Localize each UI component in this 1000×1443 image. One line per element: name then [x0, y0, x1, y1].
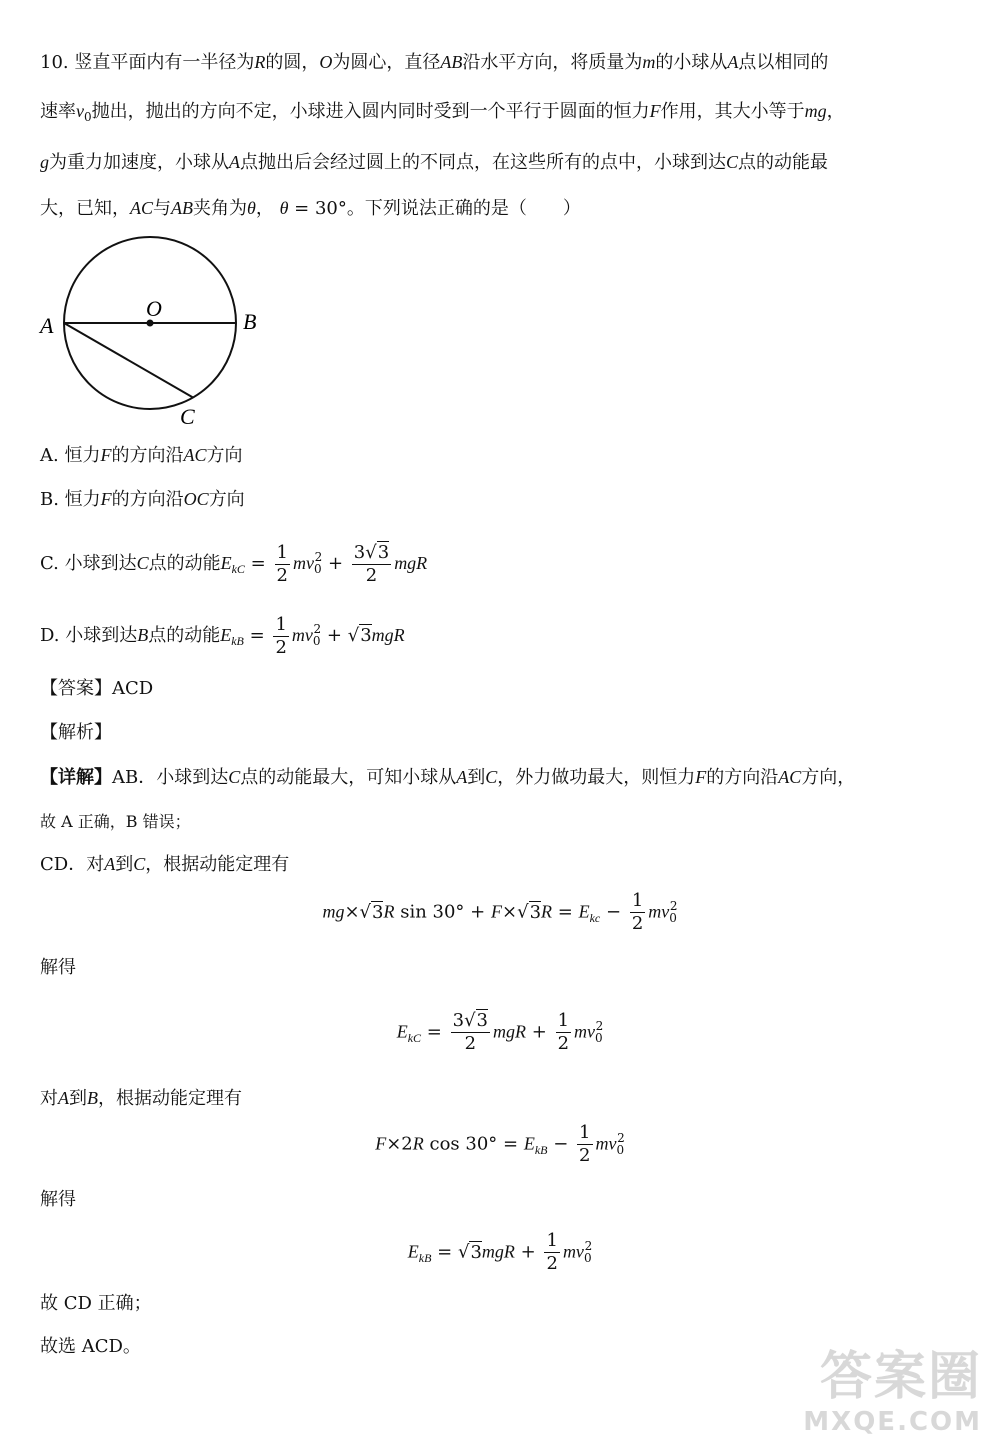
label-C: C — [180, 404, 195, 429]
analysis-label: 【解析】 — [40, 722, 112, 743]
option-A: A. 恒力F的方向沿AC方向 — [40, 445, 243, 466]
fraction-half: $\frac{1}{2}$ — [557, 1010, 570, 1054]
cd-intro: CD．对A到C，根据动能定理有 — [40, 854, 290, 875]
fraction-three-sqrt3: $\frac{3√3}{2}$ — [353, 541, 390, 586]
chord-AC — [64, 323, 193, 398]
equation-EkC-result: $E_{kC}$ = $\frac{3√3}{2}$ mgR + $\frac{1}{2}$ $mv_0^2$ — [396, 1010, 604, 1054]
answer-line: 【答案】ACD — [40, 678, 154, 699]
option-D: D. 小球到达B点的动能$E_{kB}$ = $\frac{1}{2}$ $mv_0^2 + √3mgR$ — [40, 613, 405, 658]
label-O: O — [146, 296, 162, 321]
equation-EkB-result: $E_{kB} = √3mgR$ + $\frac{1}{2}$ $mv_0^2$ — [407, 1230, 593, 1274]
jiede-1: 解得 — [40, 957, 76, 978]
fraction-half: $\frac{1}{2}$ — [275, 613, 287, 658]
question-line-2: 速率$v_0$抛出，抛出的方向不定，小球进入圆内同时受到一个平行于圆面的恒力F作用，其大小等于mg， — [40, 101, 845, 124]
fraction-half: $\frac{1}{2}$ — [276, 541, 288, 586]
circle-diagram — [30, 230, 280, 430]
option-B: B. 恒力F的方向沿OC方向 — [40, 489, 245, 510]
option-C: C. 小球到达C点的动能$E_{kC}$ = $\frac{1}{2}$ $mv_0^2$ + $\frac{3√3}{2}$ mgR — [40, 541, 428, 586]
fraction-half: $\frac{1}{2}$ — [546, 1230, 558, 1274]
question-line-4: 大，已知，AC与AB夹角为θ， θ = 30°。下列说法正确的是（ ） — [40, 198, 581, 219]
jiede-2: 解得 — [40, 1189, 76, 1210]
detail-line-1: 【详解】AB．小球到达C点的动能最大，可知小球从A到C，外力做功最大，则恒力F的方向沿AC方向， — [40, 767, 856, 788]
question-line-3: g为重力加速度，小球从A点抛出后会经过圆上的不同点，在这些所有的点中，小球到达C点的动能最 — [40, 152, 829, 173]
equation-work-energy-AC: mg×√3R $\sin 30^\circ + F\times√3R = E_{kc}$ − $\frac{1}{2}$ $mv_0^2$ — [322, 890, 678, 934]
ab-intro: 对A到B，根据动能定理有 — [40, 1088, 242, 1109]
question-line-1: 10. 竖直平面内有一半径为R的圆，O为圆心，直径AB沿水平方向，将质量为m的小球从A点以相同的 — [40, 52, 829, 73]
fraction-half: $\frac{1}{2}$ — [631, 890, 644, 934]
label-B: B — [243, 309, 257, 334]
equation-work-energy-AB: F×2R $\cos 30^\circ = E_{kB}$ − $\frac{1}{2}$ $mv_0^2$ — [375, 1122, 625, 1166]
conclusion-1: 故 CD 正确； — [40, 1293, 152, 1314]
fraction-half: $\frac{1}{2}$ — [579, 1122, 591, 1166]
label-A: A — [40, 313, 54, 338]
watermark: 答案圈 MXQE.COM — [803, 1347, 982, 1437]
conclusion-2: 故选 ACD。 — [40, 1336, 141, 1357]
detail-line-2: 故 A 正确，B 错误； — [40, 812, 191, 831]
fraction-three-sqrt3: $\frac{3√3}{2}$ — [452, 1010, 488, 1054]
